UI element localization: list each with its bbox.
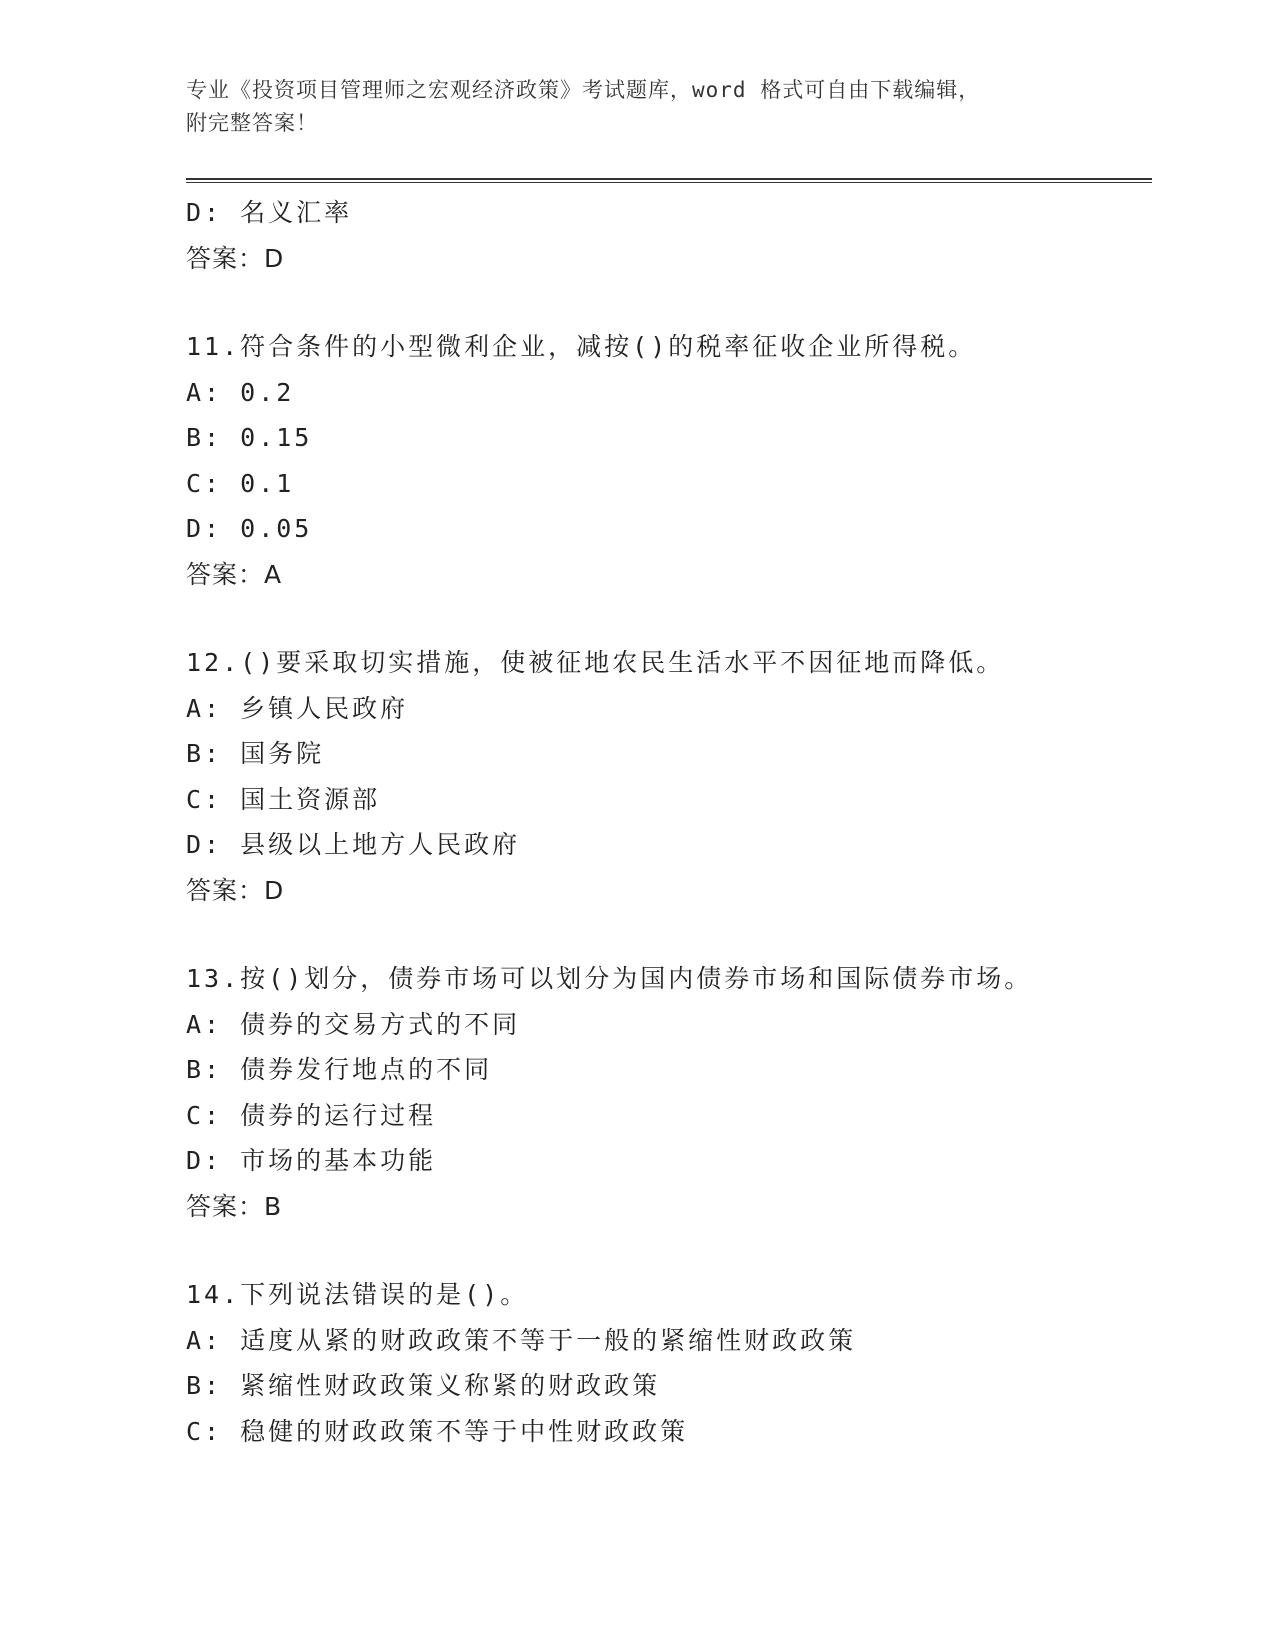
question-block-10-tail — [186, 190, 1152, 281]
option-c: C: 0.1 — [186, 468, 295, 498]
option-b: B: 债券发行地点的不同 — [186, 1055, 493, 1084]
question-title: 14.下列说法错误的是()。 — [186, 1280, 529, 1309]
option-d: D: 市场的基本功能 — [186, 1146, 437, 1175]
header-line-1: 专业《投资项目管理师之宏观经济政策》考试题库，word 格式可自由下载编辑， — [186, 78, 981, 102]
question-title: 11.符合条件的小型微利企业，减按()的税率征收企业所得税。 — [186, 332, 977, 361]
question-block-11 — [186, 324, 1152, 597]
option-b: B: 0.15 — [186, 423, 313, 452]
question-block-12 — [186, 640, 1152, 913]
answer-line: 答案：A — [186, 559, 283, 589]
document-header — [186, 74, 1086, 140]
option-a: A: 适度从紧的财政政策不等于一般的紧缩性财政政策 — [186, 1325, 857, 1355]
question-title: 13.按()划分，债券市场可以划分为国内债券市场和国际债券市场。 — [186, 964, 1033, 993]
option-a: A: 0.2 — [186, 377, 295, 407]
answer-line: 答案：D — [186, 243, 285, 273]
document-body — [186, 190, 1152, 1454]
option-a: A: 乡镇人民政府 — [186, 693, 409, 723]
option-c: C: 国土资源部 — [186, 784, 381, 814]
answer-line: 答案：D — [186, 875, 285, 905]
question-block-13 — [186, 956, 1152, 1229]
header-divider-thin — [186, 182, 1152, 183]
option-d: D: 县级以上地方人民政府 — [186, 830, 521, 859]
header-line-2: 附完整答案！ — [186, 111, 318, 135]
question-block-14 — [186, 1272, 1152, 1454]
option-c: C: 稳健的财政政策不等于中性财政政策 — [186, 1416, 689, 1446]
option-b: B: 国务院 — [186, 739, 325, 768]
option-a: A: 债券的交易方式的不同 — [186, 1009, 521, 1039]
option-d: D: 名义汇率 — [186, 198, 353, 227]
question-title: 12.()要采取切实措施，使被征地农民生活水平不因征地而降低。 — [186, 648, 1005, 677]
option-d: D: 0.05 — [186, 514, 313, 543]
answer-line: 答案：B — [186, 1191, 283, 1221]
option-b: B: 紧缩性财政政策义称紧的财政政策 — [186, 1371, 661, 1400]
option-c: C: 债券的运行过程 — [186, 1100, 437, 1130]
header-divider-thick — [186, 178, 1152, 180]
